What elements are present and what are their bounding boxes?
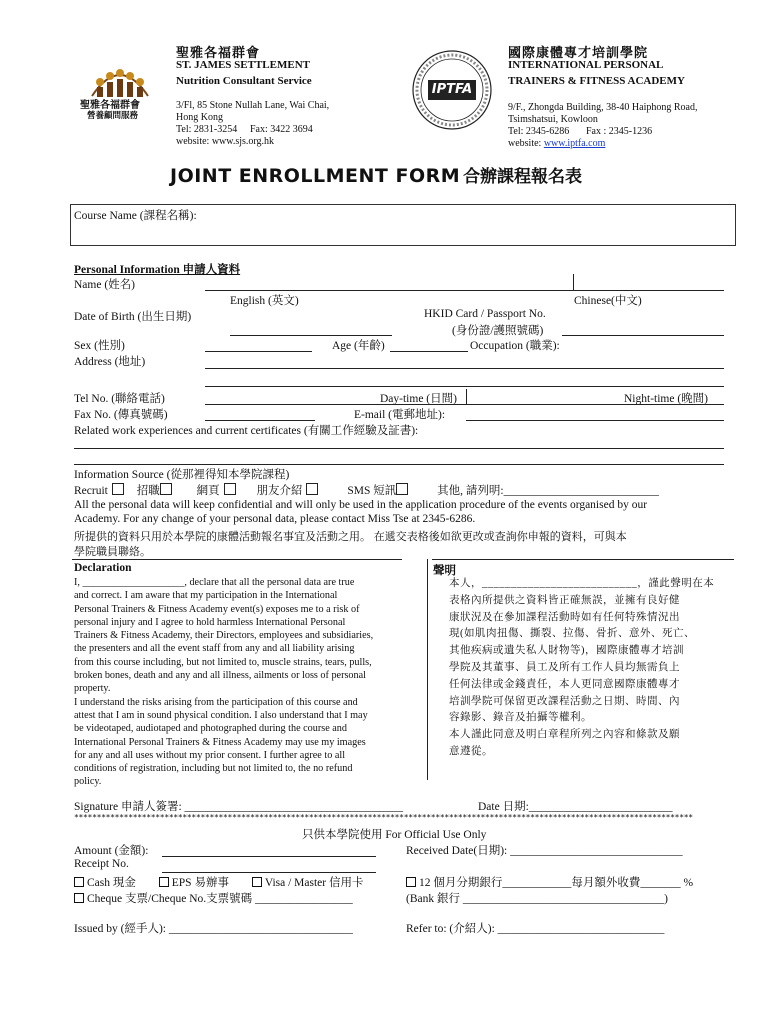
zhaopin-label: 招職	[136, 485, 160, 497]
sjs-tel: Tel: 2831-3254	[176, 124, 238, 135]
amount-label: Amount (金額):	[74, 845, 149, 857]
dob-label: Date of Birth (出生日期)	[74, 311, 192, 323]
english-label: English (英文)	[230, 295, 299, 307]
declaration-zh-heading: 聲明	[433, 565, 456, 577]
sjs-service: Nutrition Consultant Service	[176, 75, 312, 87]
declaration-line: International Personal Trainers & Fitness Academy may use my images	[74, 736, 366, 748]
personal-info-heading: Personal Information 申請人資料	[74, 264, 241, 276]
course-name-label: Course Name (課程名稱):	[74, 210, 197, 222]
dob-field[interactable]	[230, 335, 392, 336]
declaration-zh-line: 培訓學院可保留更改課程活動之日期、時間、內	[449, 695, 680, 707]
info-source-label: Information Source (從那裡得知本學院課程)	[74, 469, 290, 481]
declaration-zh-text	[449, 576, 734, 761]
related-work-field-1[interactable]	[74, 448, 724, 449]
cheque-row	[74, 890, 353, 906]
hkid-label-2: (身份證/護照號碼)	[452, 325, 544, 337]
declaration-line: I understand the risks arising from the participation of this course and	[74, 696, 358, 708]
declaration-line: from this course including, but not limited to, muscle strains, tears, pulls,	[74, 656, 372, 668]
declaration-separator	[427, 559, 428, 780]
receipt-field[interactable]	[162, 872, 376, 873]
sms-checkbox[interactable]	[396, 483, 408, 495]
recruit-checkbox[interactable]	[112, 483, 124, 495]
form-title-en: JOINT ENROLLMENT FORM	[170, 165, 461, 187]
iptfa-website-link[interactable]: www.iptfa.com	[543, 138, 606, 149]
iptfa-website-label: website:	[508, 138, 544, 149]
info-source-options	[74, 482, 659, 498]
sjs-logo-label-1: 聖雅各福群會	[80, 100, 140, 111]
declaration-line: the presenters and all the event staff from any and all liability arising	[74, 643, 355, 655]
iptfa-name-2: TRAINERS & FITNESS ACADEMY	[508, 75, 685, 87]
signature-field[interactable]: Signature 申請人簽署: ______________________________________	[74, 801, 404, 813]
declaration-zh-line: 康狀況及在參加課程活動時如有任何特殊情況出	[449, 611, 680, 623]
iptfa-address-2: Tsimshatsui, Kowloon	[508, 114, 598, 125]
declaration-line: personal injury and I agree to hold harmless International Personal	[74, 616, 346, 628]
occupation-label: Occupation (職業):	[470, 340, 560, 352]
address-field-2[interactable]	[205, 386, 724, 387]
star-separator: *****************************************************************************************************************************************	[74, 813, 693, 822]
payment-row	[74, 874, 363, 890]
sjs-name: ST. JAMES SETTLEMENT	[176, 59, 310, 71]
eps-checkbox[interactable]	[159, 877, 169, 887]
declaration-zh-line: 本人，___________________________，謹此聲明在本	[449, 578, 715, 589]
email-label: E-mail (電郵地址):	[354, 409, 446, 421]
declaration-zh-line: 其他疾病或遺失私人財物等)，國際康體專才培訓	[449, 645, 684, 657]
declaration-line: and correct. I am aware that my participation in the International	[74, 590, 338, 602]
age-field[interactable]	[390, 351, 468, 352]
declaration-line: attest that I am in sound physical condition. I also understand that I may	[74, 709, 368, 721]
declaration-line: for any and all uses without my prior consent. I further agree to all	[74, 749, 346, 761]
tel-field[interactable]	[205, 404, 724, 405]
iptfa-chinese-name: 國際康體專才培訓學院	[508, 45, 649, 60]
sex-field[interactable]	[205, 351, 312, 352]
declaration-line: Personal Trainers & Fitness Academy event(s) exposes me to a risk of	[74, 603, 360, 615]
installment-checkbox[interactable]	[406, 877, 416, 887]
chinese-label: Chinese(中文)	[574, 295, 642, 307]
daytime-divider	[466, 389, 467, 404]
declaration-line: conditions of registration, including but not limited to, the no refund	[74, 763, 353, 775]
declaration-zh-line: 學院及其董事、員工及所有工作人員均無需負上	[449, 661, 680, 673]
form-title	[170, 162, 582, 187]
declaration-heading: Declaration	[74, 562, 132, 574]
iptfa-address-1: 9/F., Zhongda Building, 38-40 Haiphong Road,	[508, 102, 698, 113]
issued-by-field[interactable]: Issued by (經手人): ________________________________	[74, 923, 353, 935]
sjs-chinese-name: 聖雅各福群會	[176, 45, 261, 60]
declaration-zh-line: 意遵從。	[449, 745, 493, 757]
sjs-fax: Fax: 3422 3694	[250, 124, 313, 135]
date-field[interactable]: Date 日期:_________________________	[478, 801, 673, 813]
sjs-address-2: Hong Kong	[176, 112, 223, 123]
name-english-field[interactable]	[205, 290, 573, 291]
address-field-1[interactable]	[205, 368, 724, 369]
zhaopin-checkbox[interactable]	[160, 483, 172, 495]
webpage-label: 網頁	[196, 485, 220, 497]
name-label: Name (姓名)	[74, 279, 135, 291]
declaration-line: broken bones, death and any and all illness, ailments or loss of personal	[74, 670, 366, 682]
iptfa-tel: Tel: 2345-6286	[508, 126, 570, 137]
visa-checkbox[interactable]	[252, 877, 262, 887]
declaration-text	[74, 576, 422, 789]
privacy-zh-2: 學院職員聯絡。	[74, 546, 151, 558]
sjs-website: website: www.sjs.org.hk	[176, 136, 275, 147]
related-work-field-2[interactable]	[74, 464, 724, 465]
amount-field[interactable]	[162, 856, 376, 857]
recruit-label: Recruit	[74, 485, 108, 497]
declaration-line: be videotaped, audiotaped and photographed during the course and	[74, 723, 347, 735]
declaration-zh-line: 本人謹此同意及明白章程所列之內容和條款及願	[449, 729, 680, 741]
related-work-label: Related work experiences and current certificates (有關工作經驗及証書):	[74, 425, 419, 437]
cheque-checkbox[interactable]	[74, 893, 84, 903]
declaration-divider-top-right	[432, 559, 734, 560]
name-chinese-field[interactable]	[574, 290, 724, 291]
installment-row	[406, 874, 693, 890]
declaration-zh-line: 現(如肌肉扭傷、撕裂、拉傷、骨折、意外、死亡、	[449, 628, 695, 640]
sjs-logo	[88, 60, 152, 100]
privacy-en-2: Academy. For any change of your personal data, please contact Miss Tse at 2345-6286.	[74, 513, 476, 525]
official-heading: 只供本學院使用 For Official Use Only	[302, 829, 487, 841]
declaration-line: policy.	[74, 776, 102, 788]
name-field-divider	[573, 274, 574, 291]
installment-label: 12 個月分期銀行____________每月額外收費_______ %	[419, 877, 694, 889]
form-title-zh: 合辦課程報名表	[463, 167, 583, 186]
course-name-box[interactable]	[70, 204, 736, 246]
hkid-label-1: HKID Card / Passport No.	[424, 308, 546, 320]
eps-label: EPS 易辦事	[171, 877, 229, 889]
cash-checkbox[interactable]	[74, 877, 84, 887]
address-label: Address (地址)	[74, 356, 146, 368]
fax-field[interactable]	[205, 420, 315, 421]
webpage-checkbox[interactable]	[224, 483, 236, 495]
iptfa-logo	[410, 48, 494, 132]
daytime-label: Day-time (日間)	[380, 393, 457, 405]
iptfa-fax: Fax : 2345-1236	[586, 126, 653, 137]
declaration-zh-line: 任何法律或金錢責任，本人更同意國際康體專才	[449, 678, 680, 690]
iptfa-logo-text: IPTFA	[431, 82, 473, 97]
fax-label: Fax No. (傳真號碼)	[74, 409, 168, 421]
declaration-line: property.	[74, 683, 111, 695]
sjs-logo-label-2: 營養顧問服務	[87, 110, 139, 120]
bank-field[interactable]: (Bank 銀行 ___________________________________)	[406, 893, 668, 905]
privacy-zh-1: 所提供的資料只用於本學院的康體活動報名事宜及活動之用。 在遞交表格後如欲更改或查詢你申報的資料，可與本	[74, 531, 627, 543]
age-label: Age (年齡)	[332, 340, 385, 352]
cheque-label: Cheque 支票/Cheque No.支票號碼 _________________	[87, 893, 353, 905]
iptfa-name-1: INTERNATIONAL PERSONAL	[508, 59, 664, 71]
privacy-en-1: All the personal data will keep confidential and will only be used in the application procedure of the events organised by our	[74, 499, 648, 511]
declaration-zh-line: 容錄影、錄音及拍攝等權利。	[449, 712, 592, 724]
friend-checkbox[interactable]	[306, 483, 318, 495]
other-label: 其他, 請列明:___________________________	[437, 485, 659, 497]
declaration-zh-line: 表格內所提供之資料皆正確無誤，並擁有良好健	[449, 594, 680, 606]
email-field[interactable]	[466, 420, 724, 421]
sms-label: SMS 短訊	[347, 485, 397, 497]
nighttime-label: Night-time (晚間)	[624, 393, 708, 405]
sex-label: Sex (性別)	[74, 340, 125, 352]
visa-label: Visa / Master 信用卡	[264, 877, 364, 889]
declaration-divider-top	[72, 559, 402, 560]
refer-to-field[interactable]: Refer to: (介紹人): _____________________________	[406, 923, 665, 935]
hkid-field[interactable]	[562, 335, 724, 336]
receipt-label: Receipt No.	[74, 858, 129, 870]
received-date-field[interactable]: Received Date(日期): ______________________________	[406, 845, 683, 857]
declaration-line: Trainers & Fitness Academy, their Directors, employees and subsidiaries,	[74, 630, 374, 642]
cash-label: Cash 現金	[87, 877, 136, 889]
friend-label: 朋友介紹	[256, 485, 303, 497]
iptfa-website	[508, 137, 605, 150]
tel-label: Tel No. (聯絡電話)	[74, 393, 165, 405]
declaration-line: I, ____________________, declare that all the personal data are true	[74, 577, 355, 588]
sjs-address-1: 3/Fl, 85 Stone Nullah Lane, Wai Chai,	[176, 100, 330, 111]
